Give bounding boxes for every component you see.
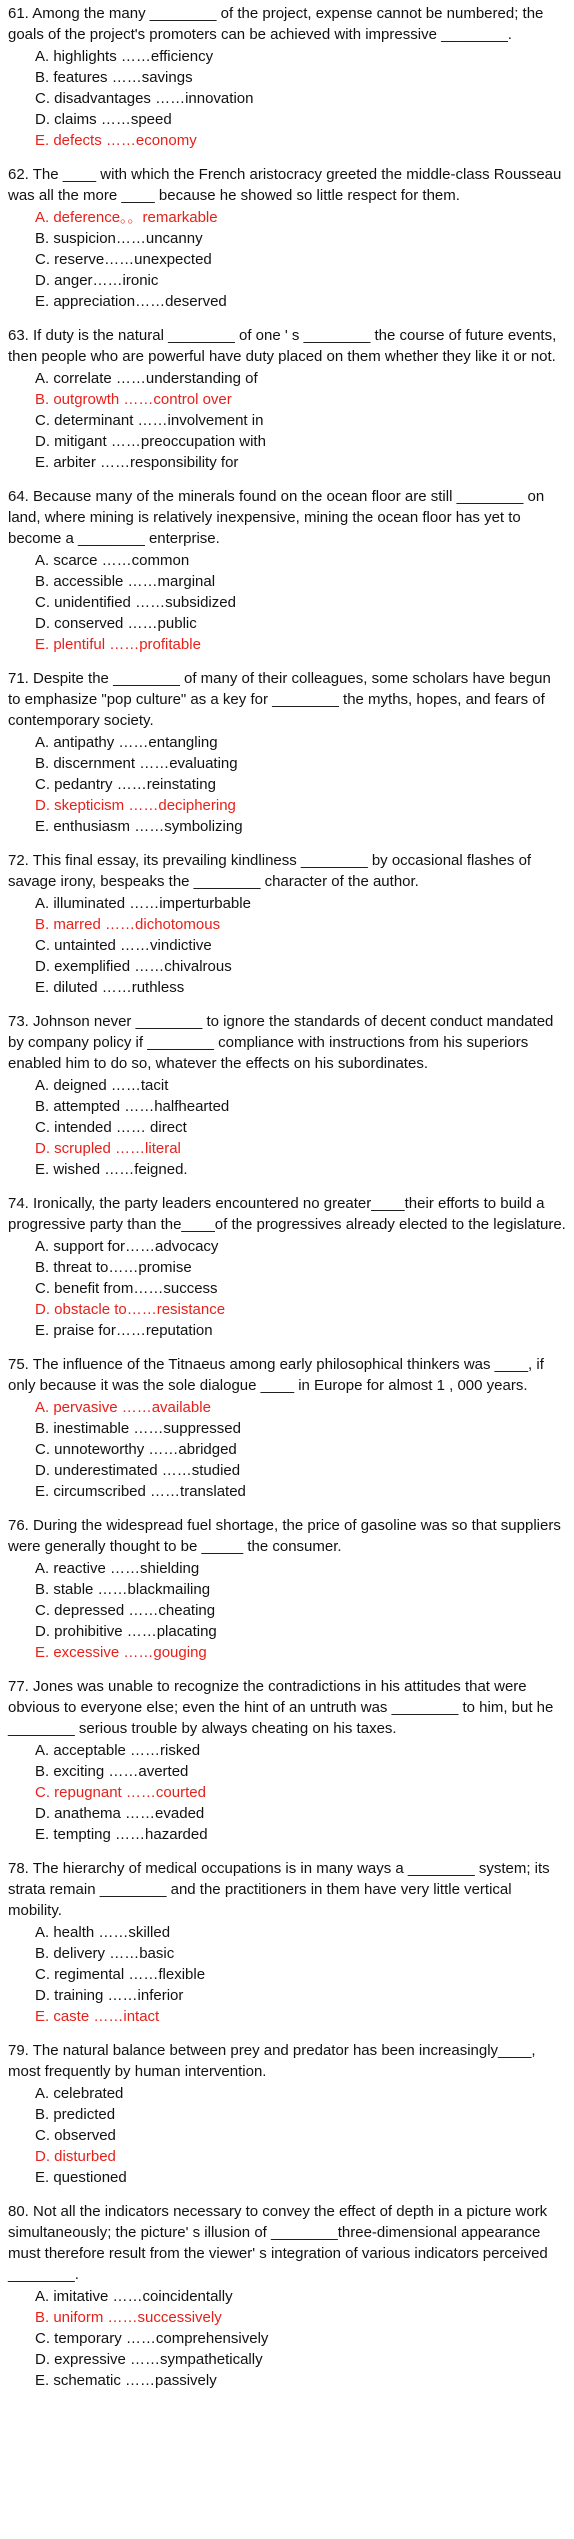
answer-option: E. tempting ……hazarded — [35, 1826, 208, 1843]
answer-option: C. reserve……unexpected — [35, 251, 212, 268]
correct-answer-option: D. scrupled ……literal — [35, 1140, 181, 1157]
question-stem: 63. If duty is the natural ________ of one ' s ________ the course of future events, then people who are powerful have duty placed on them whether they like it or not. — [8, 327, 557, 365]
correct-answer-option: E. defects ……economy — [35, 132, 197, 149]
answer-options — [35, 207, 566, 312]
answer-option: B. delivery ……basic — [35, 1945, 175, 1962]
answer-option: A. acceptable ……risked — [35, 1742, 201, 1759]
answer-options — [35, 732, 566, 837]
answer-options — [35, 893, 566, 998]
correct-answer-option: A. pervasive ……available — [35, 1399, 211, 1416]
answer-option: D. training ……inferior — [35, 1987, 184, 2004]
answer-options — [35, 1236, 566, 1341]
answer-option: C. temporary ……comprehensively — [35, 2330, 269, 2347]
answer-option: E. schematic ……passively — [35, 2372, 217, 2389]
answer-option: A. support for……advocacy — [35, 1238, 219, 1255]
answer-option: B. threat to……promise — [35, 1259, 192, 1276]
correct-answer-option: C. repugnant ……courted — [35, 1784, 206, 1801]
question-block — [8, 2201, 566, 2391]
question-stem: 64. Because many of the minerals found on the ocean floor are still ________ on land, where mining is relatively inexpensive, mining the ocean floor has yet to become a ________ enterprise. — [8, 488, 545, 547]
answer-options — [35, 1558, 566, 1663]
answer-options — [35, 1740, 566, 1845]
answer-option: A. illuminated ……imperturbable — [35, 895, 251, 912]
answer-option: C. pedantry ……reinstating — [35, 776, 216, 793]
answer-option: D. conserved ……public — [35, 615, 197, 632]
answer-option: D. mitigant ……preoccupation with — [35, 433, 266, 450]
answer-option: E. wished ……feigned. — [35, 1161, 188, 1178]
question-stem: 75. The influence of the Titnaeus among early philosophical thinkers was ____, if only because it was the sole dialogue ____ in Europe for almost 1 , 000 years. — [8, 1356, 544, 1394]
answer-option: B. stable ……blackmailing — [35, 1581, 211, 1598]
question-stem: 61. Among the many ________ of the project, expense cannot be numbered; the goals of the project's promoters can be achieved with impressive ________. — [8, 5, 544, 43]
answer-option: D. prohibitive ……placating — [35, 1623, 217, 1640]
answer-option: D. exemplified ……chivalrous — [35, 958, 232, 975]
answer-options — [35, 550, 566, 655]
answer-option: A. scarce ……common — [35, 552, 190, 569]
question-block — [8, 1354, 566, 1502]
answer-option: A. imitative ……coincidentally — [35, 2288, 233, 2305]
answer-option: E. praise for……reputation — [35, 1322, 213, 1339]
answer-option: A. deigned ……tacit — [35, 1077, 169, 1094]
question-block — [8, 325, 566, 473]
correct-answer-option: B. marred ……dichotomous — [35, 916, 221, 933]
answer-option: A. reactive ……shielding — [35, 1560, 200, 1577]
answer-options — [35, 1922, 566, 2027]
answer-option: C. depressed ……cheating — [35, 1602, 216, 1619]
question-stem: 62. The ____ with which the French aristocracy greeted the middle-class Rousseau was all the more ____ because he showed so little respect for them. — [8, 166, 562, 204]
question-block — [8, 1193, 566, 1341]
answer-option: E. arbiter ……responsibility for — [35, 454, 239, 471]
answer-option: B. discernment ……evaluating — [35, 755, 238, 772]
question-stem: 73. Johnson never ________ to ignore the standards of decent conduct mandated by company policy if ________ compliance with instructions from his superiors enabled him to do so, whatever the effects on his subordinates. — [8, 1013, 554, 1072]
answer-option: B. attempted ……halfhearted — [35, 1098, 230, 1115]
question-block — [8, 850, 566, 998]
answer-option: A. correlate ……understanding of — [35, 370, 258, 387]
question-stem: 71. Despite the ________ of many of their colleagues, some scholars have begun to emphasize "pop culture" as a key for ________ the myths, hopes, and fears of contemporary society. — [8, 670, 551, 729]
question-block — [8, 1011, 566, 1180]
answer-options — [35, 368, 566, 473]
answer-option: A. antipathy ……entangling — [35, 734, 218, 751]
answer-option: D. anathema ……evaded — [35, 1805, 205, 1822]
answer-option: B. accessible ……marginal — [35, 573, 216, 590]
answer-option: B. exciting ……averted — [35, 1763, 189, 1780]
question-stem: 77. Jones was unable to recognize the contradictions in his attitudes that were obvious to everyone else; even the hint of an untruth was ________ to him, but he ________ serious trouble by always cheating on his taxes. — [8, 1678, 554, 1737]
correct-answer-option: D. obstacle to……resistance — [35, 1301, 226, 1318]
answer-options — [35, 1397, 566, 1502]
correct-answer-option: A. deference。。remarkable — [35, 209, 218, 226]
question-stem: 78. The hierarchy of medical occupations is in many ways a ________ system; its strata remain ________ and the practitioners in them have very little vertical mobility. — [8, 1860, 550, 1919]
answer-option: E. circumscribed ……translated — [35, 1483, 246, 1500]
question-block — [8, 486, 566, 655]
answer-option: C. determinant ……involvement in — [35, 412, 264, 429]
answer-options — [35, 46, 566, 151]
correct-answer-option: D. skepticism ……deciphering — [35, 797, 236, 814]
question-stem: 79. The natural balance between prey and predator has been increasingly____, most frequently by human intervention. — [8, 2042, 536, 2080]
answer-options — [35, 2286, 566, 2391]
answer-option: C. disadvantages ……innovation — [35, 90, 254, 107]
correct-answer-option: E. excessive ……gouging — [35, 1644, 207, 1661]
correct-answer-option: E. plentiful ……profitable — [35, 636, 201, 653]
correct-answer-option: B. uniform ……successively — [35, 2309, 222, 2326]
question-stem: 76. During the widespread fuel shortage, the price of gasoline was so that suppliers were generally thought to be _____ the consumer. — [8, 1517, 561, 1555]
question-stem: 80. Not all the indicators necessary to convey the effect of depth in a picture work simultaneously; the picture' s illusion of ________three-dimensional appearance must therefore result from the viewer' s integration of various indicators perceived ________. — [8, 2203, 548, 2283]
answer-option: E. appreciation……deserved — [35, 293, 227, 310]
answer-options — [35, 1075, 566, 1180]
answer-option: B. inestimable ……suppressed — [35, 1420, 241, 1437]
answer-option: C. benefit from……success — [35, 1280, 218, 1297]
answer-option: A. highlights ……efficiency — [35, 48, 214, 65]
question-stem: 74. Ironically, the party leaders encountered no greater____their efforts to build a progressive party than the____of the progressives already elected to the legislature. — [8, 1195, 566, 1233]
answer-option: C. observed — [35, 2127, 116, 2144]
correct-answer-option: D. disturbed — [35, 2148, 116, 2165]
answer-option: E. diluted ……ruthless — [35, 979, 185, 996]
answer-option: E. enthusiasm ……symbolizing — [35, 818, 243, 835]
answer-option: D. claims ……speed — [35, 111, 172, 128]
question-block — [8, 1515, 566, 1663]
answer-option: A. celebrated — [35, 2085, 124, 2102]
correct-answer-option: B. outgrowth ……control over — [35, 391, 232, 408]
question-block — [8, 2040, 566, 2188]
correct-answer-option: E. caste ……intact — [35, 2008, 160, 2025]
answer-option: B. features ……savings — [35, 69, 193, 86]
question-block — [8, 3, 566, 151]
answer-option: C. intended …… direct — [35, 1119, 187, 1136]
answer-option: B. predicted — [35, 2106, 116, 2123]
answer-option: B. suspicion……uncanny — [35, 230, 203, 247]
answer-option: C. untainted ……vindictive — [35, 937, 212, 954]
answer-option: E. questioned — [35, 2169, 127, 2186]
answer-option: A. health ……skilled — [35, 1924, 171, 1941]
question-block — [8, 668, 566, 837]
question-block — [8, 164, 566, 312]
answer-option: D. anger……ironic — [35, 272, 159, 289]
answer-option: D. underestimated ……studied — [35, 1462, 241, 1479]
question-block — [8, 1676, 566, 1845]
question-block — [8, 1858, 566, 2027]
answer-option: C. unnoteworthy ……abridged — [35, 1441, 237, 1458]
answer-option: C. unidentified ……subsidized — [35, 594, 236, 611]
question-stem: 72. This final essay, its prevailing kindliness ________ by occasional flashes of savage irony, bespeaks the ________ character of the author. — [8, 852, 532, 890]
answer-option: C. regimental ……flexible — [35, 1966, 206, 1983]
answer-option: D. expressive ……sympathetically — [35, 2351, 263, 2368]
answer-options — [35, 2083, 566, 2188]
